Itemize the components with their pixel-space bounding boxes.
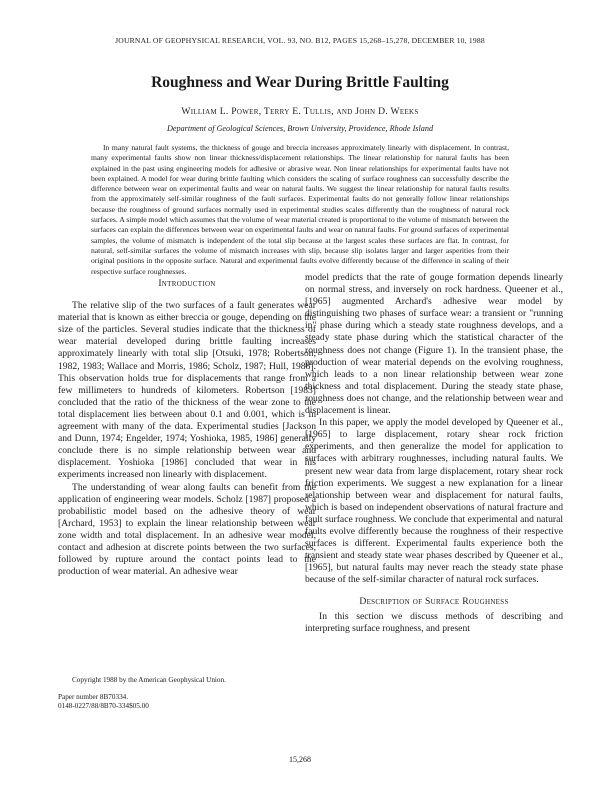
section-heading-surface-roughness: Description of Surface Roughness [359,596,509,608]
left-column [58,278,316,578]
article-title: Roughness and Wear During Brittle Faulting [151,74,449,91]
body-paragraph: In this paper, we apply the model developed by Queener et al., [1965] to large displacement, rotary shear rock friction experiments, and then generalize the model for application to surfaces with arbitrary roughnesses, including natural faults. We present new wear data from large displacement, rotary shear rock friction experiments. We suggest a new explanation for a linear relationship between wear and displacement for natural faults, which is based on independent observations of natural fracture and fault surface roughness. We conclude that experimental and natural faults evolve differently because the roughness of their respective surfaces is different. Experimental faults experience both the transient and steady state wear phases described by Queener et al., [1965], but natural faults may never reach the steady state phase because of the self-similar character of natural rock surfaces. [305,417,563,586]
body-paragraph: The understanding of wear along faults can benefit from the application of engineering wear models. Scholz [1987] proposed a probabilistic model based on the adhesive theory of wear [Archard, 1953] to explain the linear relationship between wear zone width and total displacement. In an adhesive wear model, contact and adhesion at discrete points between the two surfaces, followed by rupture around the contact points lead to the production of wear material. An adhesive wear [58,481,316,578]
running-head: JOURNAL OF GEOPHYSICAL RESEARCH, VOL. 93, NO. B12, PAGES 15,268–15,278, DECEMBER 10, 1988 [115,36,485,45]
issn-code: 0148-0227/88/8B70-334$05.00 [58,702,149,710]
body-paragraph: The relative slip of the two surfaces of a fault generates wear material that is known as either breccia or gouge, depending on the size of the particles. Several studies indicate that the thickness of wear material developed during brittle faulting increases approximately linearly with total slip [Otsuki, 1978; Robertson, 1982, 1983; Wallace and Morris, 1986; Scholz, 1987; Hull, 1988]. This observation holds true for displacements that range from a few millimeters to hundreds of kilometers. Robertson [1983] concluded that the ratio of the thickness of the wear zone to the total displacement lies between about 0.1 and 0.001, which is in agreement with many of the data. Experimental studies [Jackson and Dunn, 1974; Engelder, 1974; Yoshioka, 1985, 1986] generally conclude there is no simple relationship between wear and displacement. Yoshioka [1986] concluded that wear in his experiments increased non linearly with displacement. [58,300,316,481]
section-heading-introduction: Introduction [158,278,216,289]
body-paragraph: In this section we discuss methods of describing and interpreting surface roughness, and present [305,610,563,634]
body-paragraph: model predicts that the rate of gouge formation depends linearly on normal stress, and inversely on rock hardness. Queener et al., [1965] augmented Archard's adhesive wear model by distinguishing two phases of surface wear: a transient or "running in" phase during which a steady state roughness develops, and a steady state phase during which the statistical character of the roughness does not change (Figure 1). In the transient phase, the production of wear material depends on the evolving roughness, which leads to a non linear relationship between wear zone thickness and total displacement. During the steady state phase, roughness does not change, and the relationship between wear and displacement is linear. [305,272,563,417]
article-affiliation: Department of Geological Sciences, Brown University, Providence, Rhode Island [166,124,434,133]
right-column [305,272,563,635]
abstract: In many natural fault systems, the thickness of gouge and breccia increases approximately linearly with displacement. In contrast, many experimental faults show non linear thickness/displacement relationships. The linear relationship for natural faults has been explained in the past using engineering models for adhesive or abrasive wear. Non linear relationships for experimental faults have not been explained. A model for wear during brittle faulting which considers the scaling of surface roughness can successfully describe the difference between wear on experimental faults and wear on natural faults. We suggest the linear relationship for natural faults results from the approximately self-similar roughness of the fault surfaces. Experimental faults do not generally follow linear relationships because the roughness of ground surfaces normally used in experimental studies scales differently than the roughness of natural rock surfaces. A simple model which assumes that the volume of wear material created is proportional to the volume of mismatch between the surfaces can explain the differences between wear on experimental faults and wear on natural faults. For ground surfaces of experimental samples, the volume of mismatch is independent of the total slip because at the largest scales these surfaces are flat. In contrast, for natural, self-similar surfaces the volume of mismatch increases with slip, because slip isolates larger and larger asperities from their original positions in the opposite surface. Natural and experimental faults evolve differently because of the difference in scaling of their respective surface roughnesses. [91,143,509,276]
page-number: 15,268 [289,755,311,764]
copyright-notice: Copyright 1988 by the American Geophysical Union. [72,676,226,684]
article-authors: William L. Power, Terry E. Tullis, and John D. Weeks [181,106,419,117]
footnote [58,676,316,711]
paper-number: Paper number 8B70334. [58,693,129,701]
